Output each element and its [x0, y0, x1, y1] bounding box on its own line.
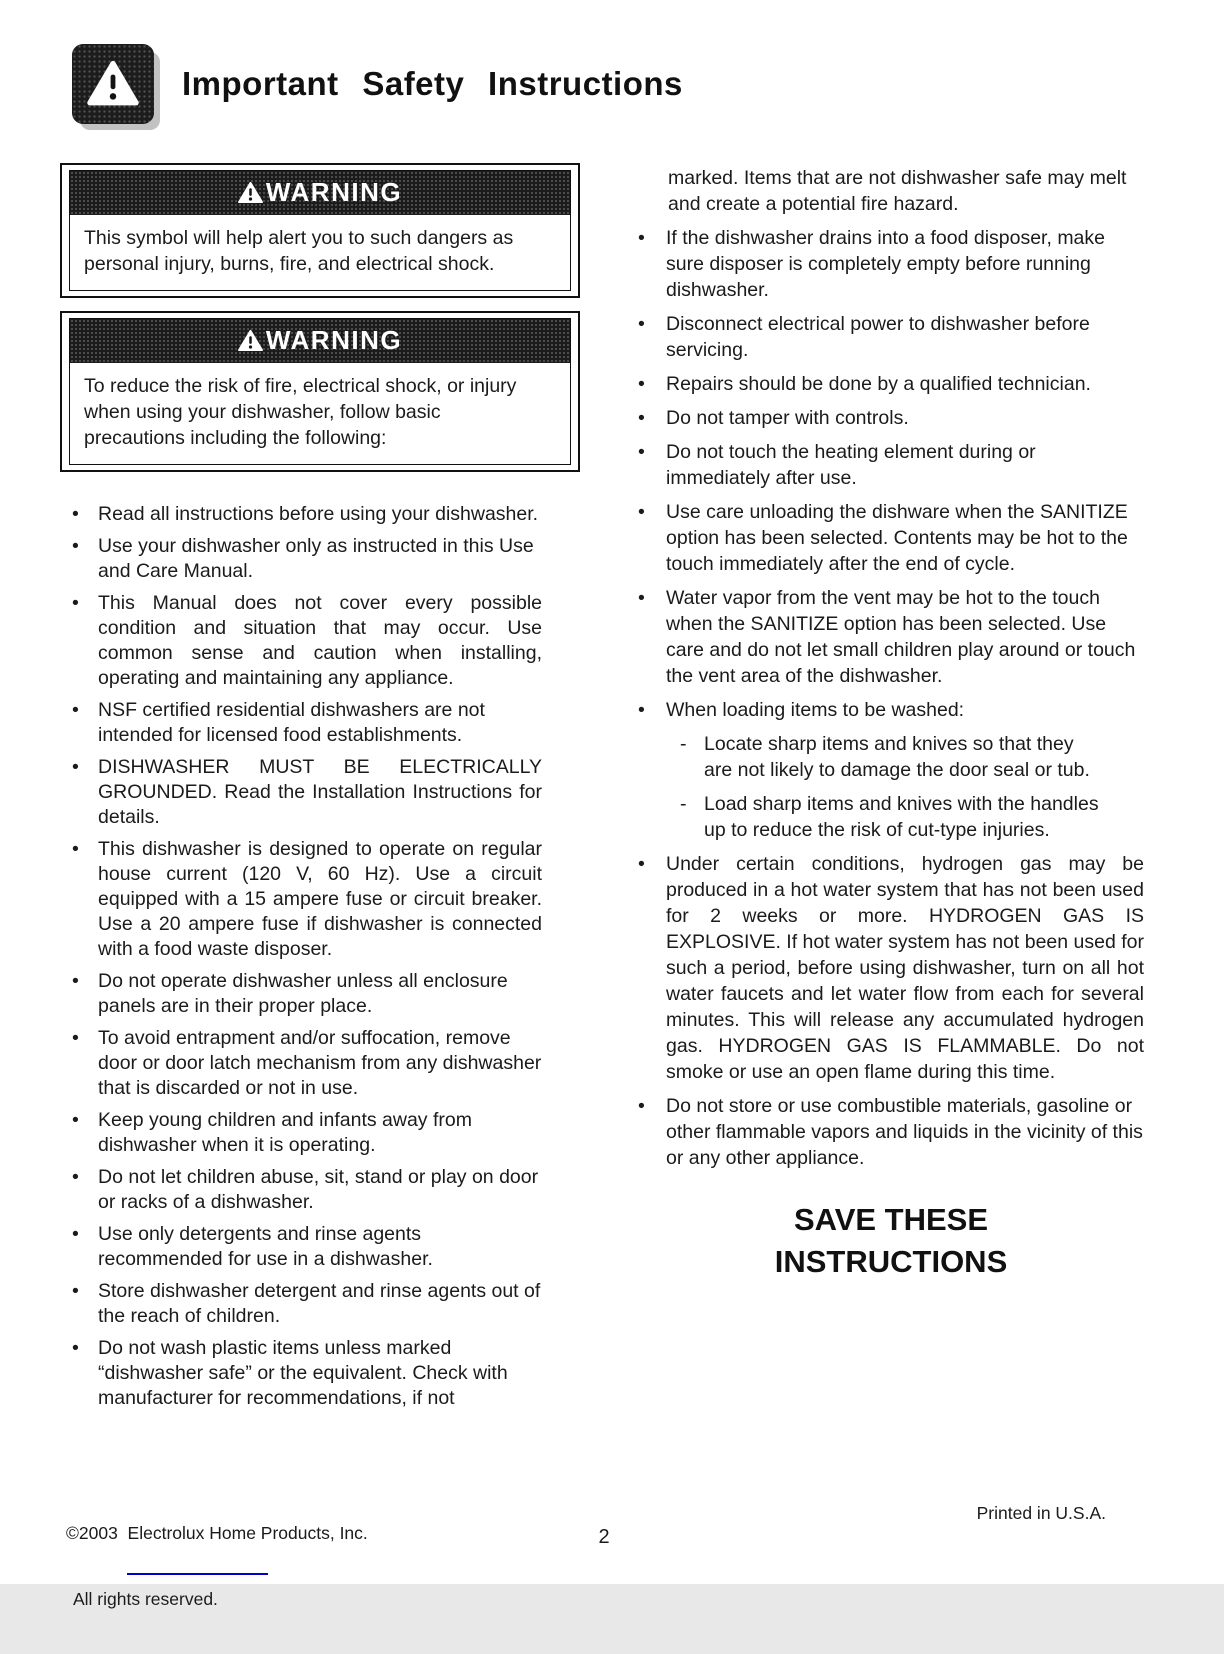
list-item: • Do not let children abuse, sit, stand or play on door or racks of a dishwasher.	[72, 1165, 542, 1215]
list-item: • Repairs should be done by a qualified technician.	[638, 371, 1144, 397]
sub-list-item: - Load sharp items and knives with the handles up to reduce the risk of cut-type injuries.	[680, 791, 1100, 843]
list-item: • Do not store or use combustible materials, gasoline or other flammable vapors and liquids in the vicinity of this or any other appliance.	[638, 1093, 1144, 1171]
page-header	[72, 44, 683, 124]
list-item: • NSF certified residential dishwashers are not intended for licensed food establishments.	[72, 698, 542, 748]
sub-list	[666, 731, 1100, 843]
list-item: • Water vapor from the vent may be hot to the touch when the SANITIZE option has been selected. Use care and do not let small children play around or touch the vent area of the dishwasher.	[638, 585, 1144, 689]
list-item: • Under certain conditions, hydrogen gas may be produced in a hot water system that has not been used for 2 weeks or more. HYDROGEN GAS IS EXPLOSIVE. If hot water system has not been used for such a period, before using dishwasher, turn on all hot water faucets and let water flow from each for several minutes. This will release any accumulated hydrogen gas. HYDROGEN GAS IS FLAMMABLE. Do not smoke or use an open flame during this time.	[638, 851, 1144, 1085]
save-these-instructions-heading	[638, 1199, 1144, 1283]
warning-bar	[70, 171, 570, 215]
warning-triangle-icon	[238, 329, 263, 352]
warning-label: WARNING	[265, 325, 403, 355]
list-item: • Read all instructions before using your dishwasher.	[72, 502, 542, 527]
list-item: • Keep young children and infants away from dishwasher when it is operating.	[72, 1108, 542, 1158]
content-columns	[60, 163, 1144, 1418]
sub-list-item: - Locate sharp items and knives so that they are not likely to damage the door seal or tub.	[680, 731, 1100, 783]
copyright-line1: ©2003 Electrolux Home Products, Inc.	[66, 1523, 368, 1543]
list-item: • Do not touch the heating element during or immediately after use.	[638, 439, 1144, 491]
hazard-alert-icon	[72, 44, 154, 124]
blue-rule-line	[127, 1573, 268, 1575]
warning-bar	[70, 319, 570, 363]
list-item-text: When loading items to be washed:	[666, 699, 965, 721]
safety-bullet-list-left	[60, 502, 580, 1411]
list-item: • This dishwasher is designed to operate on regular house current (120 V, 60 Hz). Use a circuit equipped with a 15 ampere fuse or circuit breaker. Use a 20 ampere fuse if dishwasher is connected with a food waste disposer.	[72, 837, 542, 962]
copyright-notice	[66, 1478, 368, 1654]
list-item: • Do not tamper with controls.	[638, 405, 1144, 431]
list-item: • Do not wash plastic items unless marked “dishwasher safe” or the equivalent. Check with manufacturer for recommendations, if not	[72, 1336, 542, 1411]
list-item: • Use only detergents and rinse agents recommended for use in a dishwasher.	[72, 1222, 542, 1272]
list-item: • To avoid entrapment and/or suffocation, remove door or door latch mechanism from any dishwasher that is discarded or not in use.	[72, 1026, 542, 1101]
right-column	[638, 163, 1144, 1418]
copyright-line2: All rights reserved.	[73, 1589, 218, 1609]
printed-in-label: Printed in U.S.A.	[976, 1503, 1106, 1523]
warning-box-1	[60, 163, 580, 298]
list-item: • This Manual does not cover every possible condition and situation that may occur. Use common sense and caution when installing, operating and maintaining any appliance.	[72, 591, 542, 691]
list-item: • Do not operate dishwasher unless all enclosure panels are in their proper place.	[72, 969, 542, 1019]
save-heading-line1: SAVE THESE	[793, 1202, 989, 1237]
warning-box-2	[60, 311, 580, 472]
warning-triangle-icon	[87, 60, 139, 108]
left-column	[60, 163, 580, 1418]
warning-body: This symbol will help alert you to such dangers as personal injury, burns, fire, and electrical shock.	[84, 227, 514, 275]
list-item: • If the dishwasher drains into a food disposer, make sure disposer is completely empty before running dishwasher.	[638, 225, 1144, 303]
page-title: Important Safety Instructions	[182, 65, 683, 102]
list-item: • Store dishwasher detergent and rinse agents out of the reach of children.	[72, 1279, 542, 1329]
list-item: • Disconnect electrical power to dishwasher before servicing.	[638, 311, 1144, 363]
save-heading-line2: INSTRUCTIONS	[774, 1244, 1008, 1279]
warning-body: To reduce the risk of fire, electrical shock, or injury when using your dishwasher, follow basic precautions including the following:	[84, 375, 517, 449]
list-item: • DISHWASHER MUST BE ELECTRICALLY GROUNDED. Read the Installation Instructions for details.	[72, 755, 542, 830]
list-item: • Use care unloading the dishware when the SANITIZE option has been selected. Contents may be hot to the touch immediately after the end of cycle.	[638, 499, 1144, 577]
warning-triangle-icon	[238, 181, 263, 204]
list-item: • Use your dishwasher only as instructed in this Use and Care Manual.	[72, 534, 542, 584]
continuation-paragraph: marked. Items that are not dishwasher safe may melt and create a potential fire hazard.	[668, 167, 1127, 215]
warning-label: WARNING	[265, 177, 403, 207]
list-item-with-sublist	[638, 697, 1144, 843]
page-number: 2	[598, 1526, 610, 1548]
